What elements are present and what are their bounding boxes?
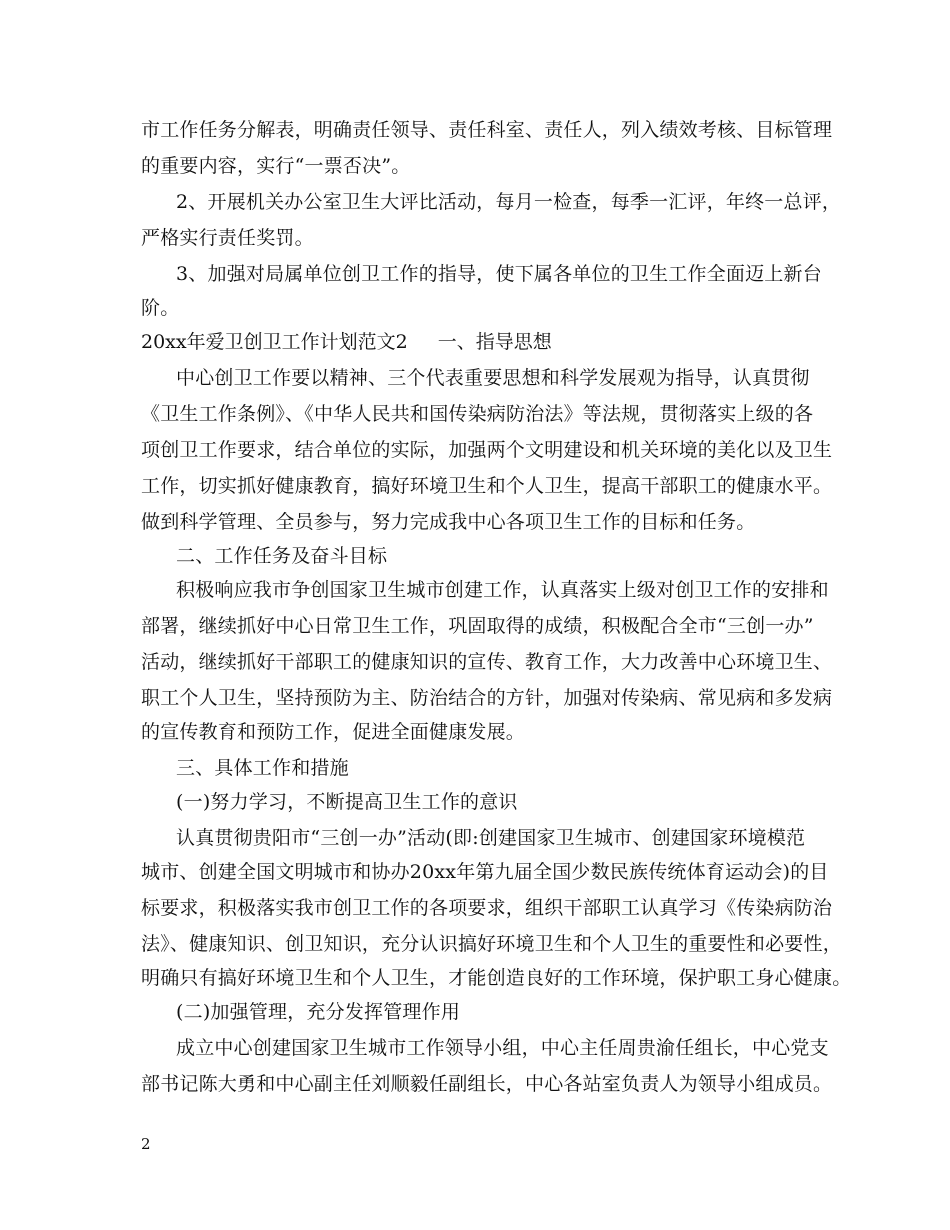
text-line: 的宣传教育和预防工作，促进全面健康发展。 — [141, 721, 526, 743]
text-line: 认真贯彻贵阳市“三创一办”活动(即:创建国家卫生城市、创建国家环境模范 — [176, 827, 806, 849]
text-line: 中心创卫工作要以精神、三个代表重要思想和科学发展观为指导，认真贯彻 — [176, 367, 810, 389]
text-line: 《卫生工作条例》、《中华人民共和国传染病防治法》等法规，贯彻落实上级的各 — [141, 403, 814, 425]
text-line: 三、具体工作和措施 — [176, 757, 349, 779]
text-line: 严格实行责任奖罚。 — [141, 227, 314, 249]
text-line: 2、开展机关办公室卫生大评比活动，每月一检查，每季一汇评，年终一总评， — [176, 191, 842, 213]
text-line: 积极响应我市争创国家卫生城市创建工作，认真落实上级对创卫工作的安排和 — [176, 579, 829, 601]
section-heading — [141, 330, 552, 354]
text-line: 城市、创建全国文明城市和协办20xx年第九届全国少数民族传统体育运动会)的目 — [141, 861, 829, 883]
text-line: 工作，切实抓好健康教育，搞好环境卫生和个人卫生，提高干部职工的健康水平。 — [141, 475, 833, 497]
text-line: 成立中心创建国家卫生城市工作领导小组，中心主任周贵渝任组长，中心党支 — [176, 1037, 829, 1059]
text-line: 明确只有搞好环境卫生和个人卫生，才能创造良好的工作环境，保护职工身心健康。 — [141, 967, 852, 989]
text-line: (一)努力学习，不断提高卫生工作的意识 — [176, 791, 518, 813]
text-line: 标要求，积极落实我市创卫工作的各项要求，组织干部职工认真学习《传染病防治 — [141, 897, 833, 919]
text-line: 项创卫工作要求，结合单位的实际，加强两个文明建设和机关环境的美化以及卫生 — [141, 439, 833, 461]
text-line: 的重要内容，实行“一票否决”。 — [141, 155, 411, 177]
page-number: 2 — [141, 1135, 151, 1153]
text-line: 二、工作任务及奋斗目标 — [176, 545, 388, 567]
section-subtitle: 一、指导思想 — [437, 331, 552, 353]
text-line: 部书记陈大勇和中心副主任刘顺毅任副组长，中心各站室负责人为领导小组成员。 — [141, 1073, 833, 1095]
text-line: 市工作任务分解表，明确责任领导、责任科室、责任人，列入绩效考核、目标管理 — [141, 119, 833, 141]
text-line: 阶。 — [141, 297, 180, 319]
text-line: 职工个人卫生，坚持预防为主、防治结合的方针，加强对传染病、常见病和多发病 — [141, 687, 833, 709]
text-line: 部署，继续抓好中心日常卫生工作，巩固取得的成绩，积极配合全市“三创一办” — [141, 615, 814, 637]
text-line: 法》、健康知识、创卫知识，充分认识搞好环境卫生和个人卫生的重要性和必要性， — [141, 933, 842, 955]
text-line: 做到科学管理、全员参与，努力完成我中心各项卫生工作的目标和任务。 — [141, 511, 756, 533]
text-line: 3、加强对局属单位创卫工作的指导，使下属各单位的卫生工作全面迈上新台 — [176, 263, 822, 285]
text-line: (二)加强管理，充分发挥管理作用 — [176, 1001, 461, 1023]
section-title: 20xx年爱卫创卫工作计划范文2 — [141, 331, 408, 353]
text-line: 活动，继续抓好干部职工的健康知识的宣传、教育工作，大力改善中心环境卫生、 — [141, 651, 833, 673]
